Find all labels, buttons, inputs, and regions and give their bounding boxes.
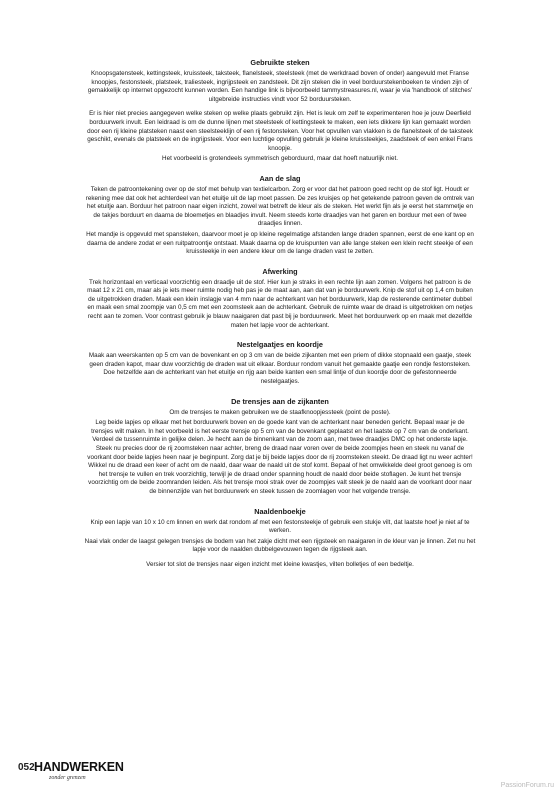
section-aan-de-slag (84, 174, 476, 257)
paragraph: Knoopsgatensteek, kettingsteek, kruissteek, taksteek, flanelsteek, steelsteek (met de werkdraad boven of onder) aangevuld met Franse knoopjes, festonsteek, platsteek, traliesteek, ingrijpsteek en zandsteek. Dit zijn steken die in veel borduurstekenboeken te vinden zijn of gemakkelijk op internet opgezocht kunnen worden. Een handige link is bijvoorbeeld tammystreasures.nl, waar je via 'handbook of stitches' uitgebreide instructies vindt voor 52 borduursteken. (87, 70, 473, 103)
section-title: Aan de slag (259, 173, 301, 183)
section-title: Nestelgaatjes en koordje (237, 340, 323, 350)
paragraph: Trek horizontaal en verticaal voorzichtig een draadje uit de stof. Hier kun je straks in een rechte lijn aan zomen. Volgens het patroon is de maat 12 x 21 cm, maar als je iets meer ruimte nodig heb pas je de maat aan, aan dat van je borduurwerk. Knip de stof uit op 1,4 cm buiten de uitgetrokken draden. Maak een klein inslagje van 4 mm naar de achterkant van het borduurwerk, klap de resterende centimeter dubbel en maak een smal zoompje van 0,5 cm met een zoomsteek aan de achterkant. Gebruik de ruimte waar de draad is uitgetrokken om netjes recht aan te zomen. Voor contrast gebruik je blauw naaigaren dat past bij je borduurwerk. Meet het borduurwerk op en maak met dezelfde maten het lapje voor de achterkant. (87, 278, 473, 329)
section-title: Gebruikte steken (250, 58, 310, 67)
section-trensjes (84, 397, 476, 497)
paragraph: Er is hier niet precies aangegeven welke steken op welke plaats gebruikt zijn. Het is leuk om zelf te experimenteren hoe je jouw Deerfield borduurwerk invult. Een leidraad is om de dunne lijnen met steelsteek of kettingsteek te maken, een iets dikkere lijn kan gemaakt worden door een rij kleine platsteken naast een steelsteeklijn of een rij festonsteken. Voor het opvullen van vlakken is de flanelsteek of de taksteek geschikt, evenals de platsteek en de ingrijpsteek. Voor een luchtige opvulling gebruik je kleine kruissteekjes, zaadsteek of een enkel Frans knoopje. (87, 110, 473, 152)
section-gebruikte-steken (84, 58, 476, 164)
paragraph: Het voorbeeld is grotendeels symmetrisch geborduurd, maar dat hoeft natuurlijk niet. (162, 155, 398, 163)
watermark: PassionForum.ru (500, 782, 554, 789)
paragraph: Versier tot slot de trensjes naar eigen inzicht met kleine kwastjes, vilten bolletjes of een bedeltje. (146, 560, 414, 568)
footer-brand (18, 758, 128, 786)
page-number: 052 (18, 762, 35, 773)
section-title: Naaldenboekje (254, 506, 306, 516)
section-title: De trensjes aan de zijkanten (231, 396, 329, 406)
paragraph: Teken de patroontekening over op de stof met behulp van textielcarbon. Zorg er voor dat het patroon goed recht op de stof ligt. Houdt er rekening mee dat ook het achterdeel van het etuitje uit de lap moet passen. De zes kruisjes op het getekende patroon geven de omtrek van het etuitje aan. Borduur het patroon naar eigen inzicht, zowel wat betreft de kleur als de steken. Het werkt fijn als je eerst het stammetje en de takjes borduurt en daarna de bloemetjes en blaadjes invult. Neem steeds korte draadjes van het garen en borduur met een of twee draadjes linnen. (85, 185, 475, 228)
paragraph: Leg beide lapjes op elkaar met het borduurwerk boven en de goede kant van de achterkant naar beneden gericht. Bepaal waar je de trensjes wilt maken. In het voorbeeld is het eerste trensje op 5 cm van de bovenkant geplaatst en het laatste op 7 cm van de onderkant. Verdeel de tussenruimte in gelijke delen. Je hecht aan de binnenkant van de zoom aan, met twee draadjes DMC op het onderste lapje. Steek nu precies door de rij zoomsteken naar achter, breng de draad naar voren over de beide zoompjes heen en steek nu vanaf de voorkant door beide lapjes heen naar je beginpunt. Zorg dat je bij beide lapjes door de rij zoomsteken steekt. De draad ligt nu weer achter! Wikkel nu de draad een keer of acht om de naald, daar waar de naald uit de stof komt. Bepaal of het omwikkelde deel groot genoeg is om het trensje te vullen en trek voorzichtig, terwijl je de draad onder spanning houdt de naald door beide stoflagen. Je kunt het trensje voorzichtig om de beide zoomranden leiden. Als het trensje mooi strak over de zoompjes valt steek je de naald aan de voorkant door naar de binnenzijde van het borduurwerk en steek tussen de zoomlagen voor het volgende trensje. (87, 419, 473, 495)
article-body (84, 58, 476, 580)
paragraph: Maak aan weerskanten op 5 cm van de bovenkant en op 3 cm van de beide zijkanten met een priem of dikke stopnaald een gaatje, steek geen draden kapot, maar duw voorzichtig de draden wat uit elkaar. Borduur rondom vanuit het gemaakte gaatje een rondje festonsteken. Doe hetzelfde aan de achterkant van het etuitje en rijg aan beide kanten een smal lintje of dun koordje door de gefestonneerde nestelgaatjes. (88, 352, 472, 386)
paragraph: Om de trensjes te maken gebruiken we de staafknoopjessteek (point de poste). (169, 408, 391, 416)
section-afwerking (84, 267, 476, 331)
paragraph: Knip een lapje van 10 x 10 cm linnen en werk dat rondom af met een festonsteekje of gebruik een stukje vilt, dat laatste hoef je niet af te werken. (90, 518, 470, 535)
paragraph: Naai vlak onder de laagst gelegen trensjes de bodem van het zakje dicht met een rijgsteek en naaigaren in de kleur van je linnen. Zet nu het lapje voor de naalden dubbelgevouwen tegen de rijgsteek aan. (84, 537, 476, 554)
section-naaldenboekje (84, 507, 476, 570)
magazine-logo: HANDWERKEN (34, 760, 124, 774)
magazine-tagline: zonder grenzen (49, 775, 86, 781)
section-nestelgaatjes (84, 340, 476, 386)
section-title: Afwerking (262, 266, 298, 276)
paragraph: Het mandje is opgevuld met spansteken, daarvoor moet je op kleine regelmatige afstanden lange draden spannen, eerst de ene kant op en daarna de andere zodat er een ruitpatroontje ontstaat. Maak daarna op de kruispunten van alle lange steken een klein recht steekje of een kruissteekje in een andere kleur om de lange draden vast te zetten. (86, 230, 474, 256)
